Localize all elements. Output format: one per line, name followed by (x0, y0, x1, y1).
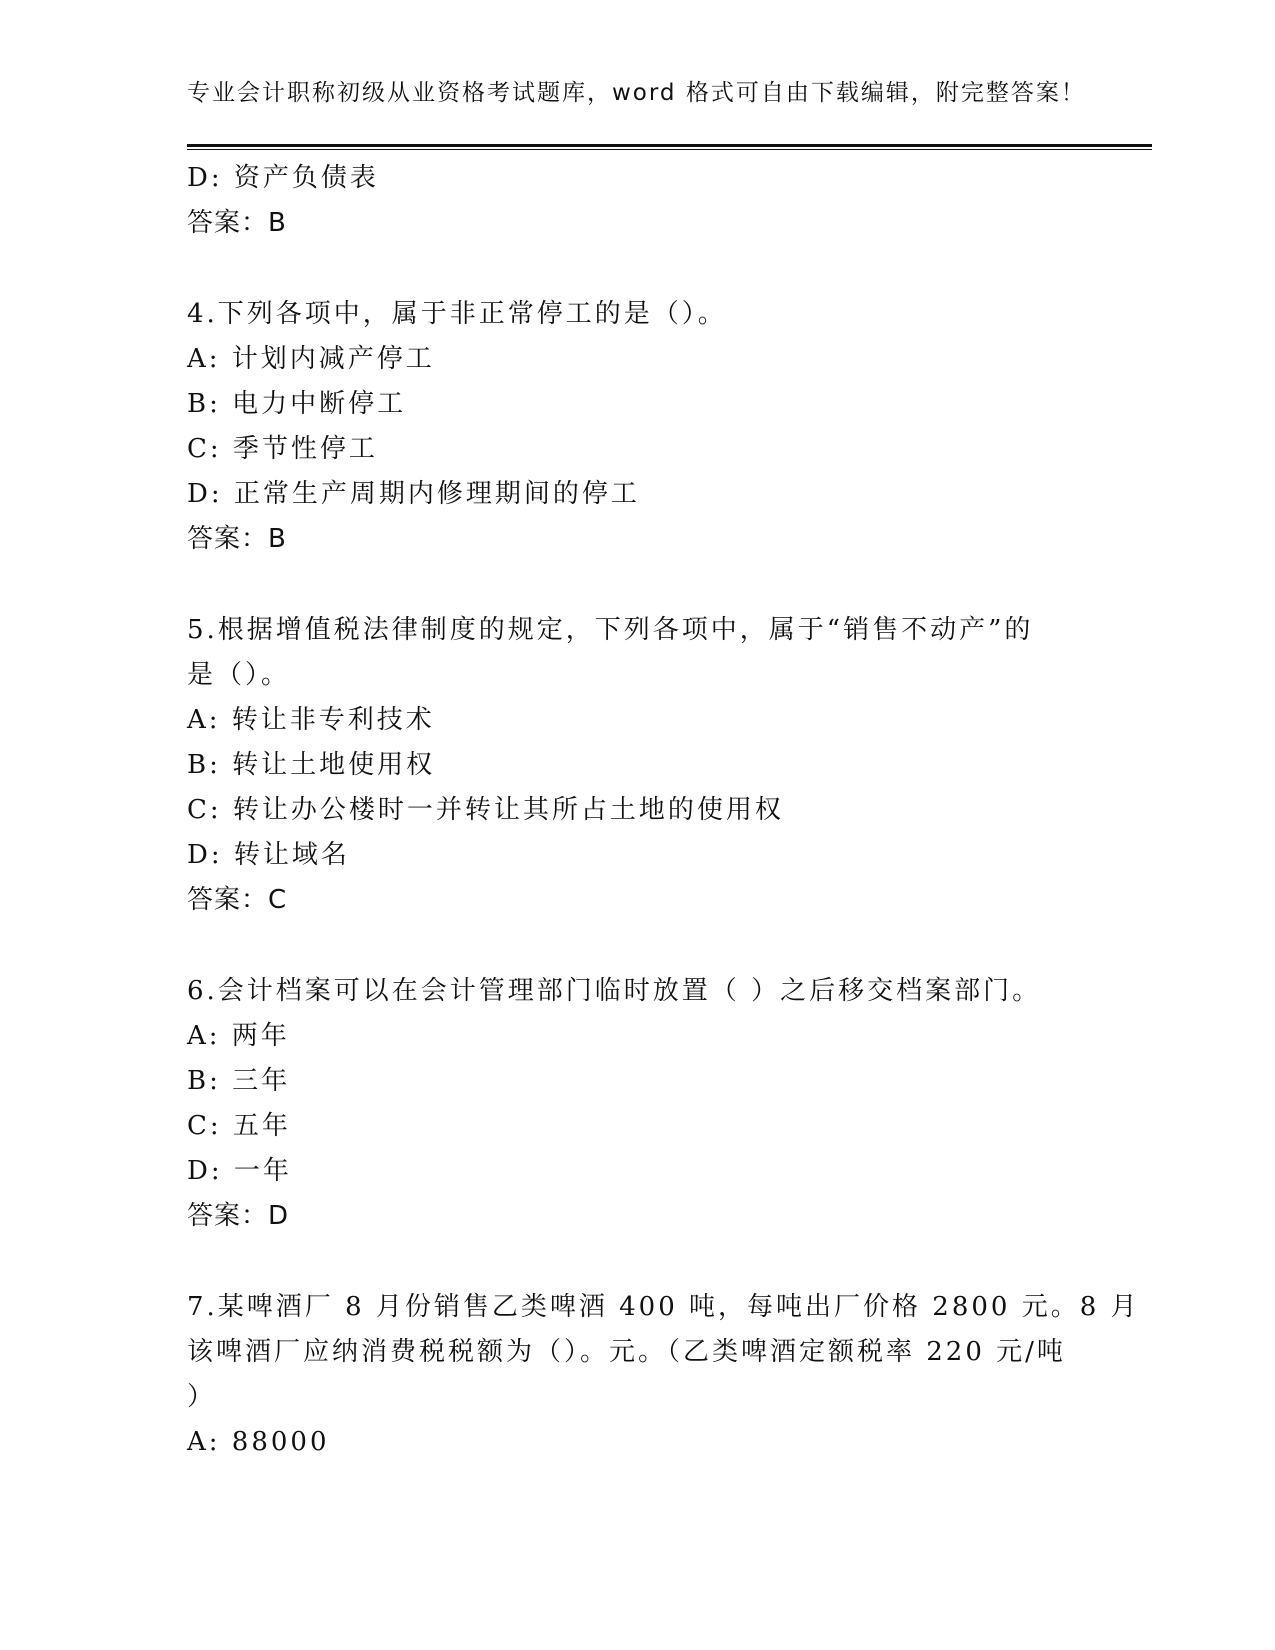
option-b: B: 转让土地使用权 (187, 750, 436, 780)
option-b: B: 三年 (187, 1066, 291, 1096)
option-c: C: 季节性停工 (187, 434, 378, 464)
option-c: C: 转让办公楼时一并转让其所占土地的使用权 (187, 795, 784, 825)
option-a: A: 转让非专利技术 (187, 705, 435, 735)
option-d: D: 资产负债表 (187, 163, 379, 193)
option-b: B: 电力中断停工 (187, 389, 407, 419)
question-text-cont: ） (187, 1382, 217, 1412)
page-header: 专业会计职称初级从业资格考试题库，word 格式可自由下载编辑，附完整答案！ (187, 80, 1086, 106)
question-7 (187, 1285, 1140, 1465)
option-d: D: 转让域名 (187, 840, 350, 870)
question-text: 7.某啤酒厂 8 月份销售乙类啤酒 400 吨，每吨出厂价格 2800 元。8 月 (187, 1292, 1140, 1322)
question-text: 6.会计档案可以在会计管理部门临时放置（ ）之后移交档案部门。 (187, 976, 1042, 1006)
answer: 答案：B (187, 208, 287, 238)
option-a: A: 两年 (187, 1021, 290, 1051)
option-a: A: 88000 (187, 1427, 330, 1457)
option-d: D: 一年 (187, 1156, 292, 1186)
answer: 答案：C (187, 885, 288, 915)
answer: 答案：B (187, 524, 287, 554)
option-a: A: 计划内减产停工 (187, 344, 435, 374)
question-4 (187, 292, 1087, 562)
question-text: 5.根据增值税法律制度的规定，下列各项中，属于“销售不动产”的 (187, 615, 1034, 645)
question-5 (187, 608, 1087, 923)
question-text: 4.下列各项中，属于非正常停工的是（）。 (187, 299, 727, 329)
header-rule-thick (187, 144, 1152, 147)
content-area (187, 156, 1140, 1465)
question-6 (187, 969, 1087, 1239)
header-rule-thin (187, 149, 1152, 150)
question-text-cont: 是（）。 (187, 660, 291, 690)
option-d: D: 正常生产周期内修理期间的停工 (187, 479, 640, 509)
answer: 答案：D (187, 1201, 290, 1231)
question-text-cont: 该啤酒厂应纳消费税税额为（）。元。（乙类啤酒定额税率 220 元/吨 (187, 1337, 1066, 1367)
option-c: C: 五年 (187, 1111, 291, 1141)
